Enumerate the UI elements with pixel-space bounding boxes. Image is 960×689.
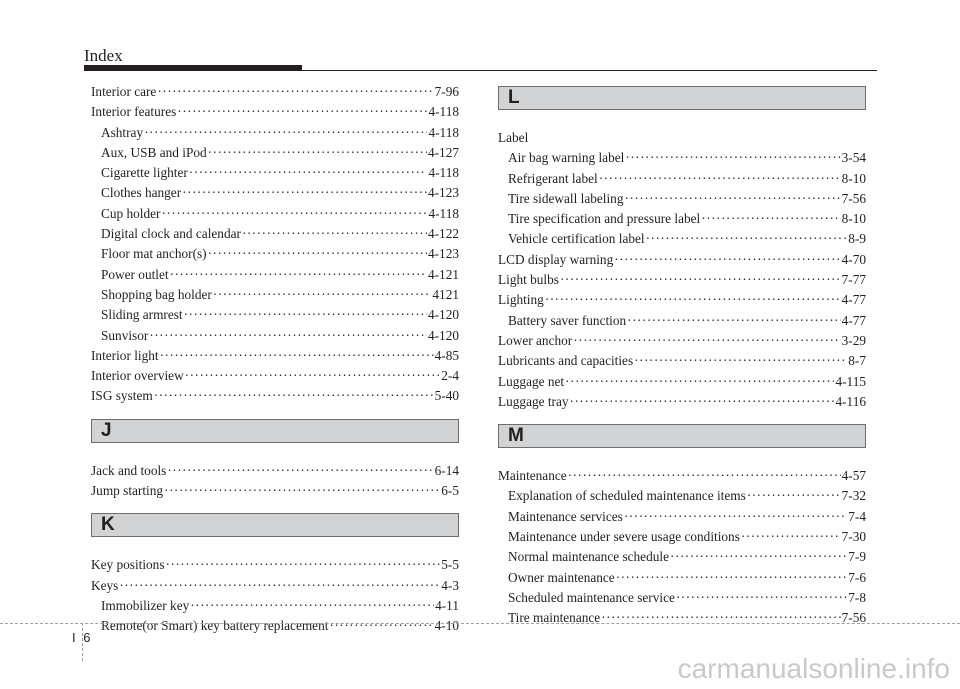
entry-page-ref: 4-77 (841, 312, 866, 328)
dot-leader (676, 590, 847, 606)
entry-page-ref: 8-7 (848, 353, 866, 369)
dot-leader (189, 165, 428, 181)
entry-page-ref: 8-9 (848, 231, 866, 247)
index-entry (91, 125, 459, 145)
index-entry (91, 483, 459, 503)
index-entry (498, 549, 866, 569)
footer-dashed-rule (0, 623, 960, 624)
index-entry (91, 267, 459, 287)
entry-page-ref: 4-10 (434, 618, 459, 634)
index-entry (498, 353, 866, 373)
section-letter-l: L (508, 87, 520, 108)
entry-page-ref: 3-54 (841, 150, 866, 166)
entry-page-ref: 7-9 (848, 549, 866, 565)
page-number: I 6 (72, 630, 93, 645)
section-header-j (91, 419, 459, 443)
index-entry (498, 333, 866, 353)
entry-page-ref: 4121 (432, 286, 459, 302)
dot-leader (208, 145, 427, 161)
entry-term: Air bag warning label (508, 150, 625, 166)
entry-term: Explanation of scheduled maintenance items (508, 488, 746, 504)
index-group-l (498, 130, 866, 414)
index-group-j (91, 463, 459, 504)
dot-leader (166, 557, 441, 573)
entry-page-ref: 6-14 (434, 462, 459, 478)
entry-term: Jack and tools (91, 462, 167, 478)
index-entry (91, 206, 459, 226)
dot-leader (570, 394, 835, 410)
index-entry (498, 468, 866, 488)
dot-leader (599, 171, 841, 187)
dot-leader (208, 246, 427, 262)
entry-term: Tire sidewall labeling (508, 190, 624, 206)
dot-leader (185, 368, 441, 384)
index-entry (91, 145, 459, 165)
entry-term: Maintenance (498, 468, 567, 484)
dot-leader (177, 104, 427, 120)
entry-term: Maintenance under severe usage conditions (508, 529, 740, 545)
entry-term: Shopping bag holder (101, 286, 212, 302)
dot-leader (634, 353, 847, 369)
entry-page-ref: 7-8 (848, 589, 866, 605)
dot-leader (149, 328, 427, 344)
entry-page-ref: 4-70 (841, 251, 866, 267)
index-entry (91, 618, 459, 638)
index-entry (498, 231, 866, 251)
dot-leader (144, 125, 427, 141)
dot-leader (213, 287, 432, 303)
dot-leader (560, 272, 841, 288)
watermark: carmanualsonline.info (677, 653, 950, 684)
index-entry (498, 191, 866, 211)
entry-page-ref: 8-10 (841, 211, 866, 227)
dot-leader (119, 578, 440, 594)
entry-term: Digital clock and calendar (101, 226, 241, 242)
index-entry (498, 171, 866, 191)
index-entry (91, 557, 459, 577)
index-entry (91, 328, 459, 348)
index-group-m (498, 468, 866, 630)
index-entry (498, 488, 866, 508)
dot-leader (624, 191, 840, 207)
header-rule (84, 70, 877, 71)
section-letter-m: M (508, 425, 524, 447)
dot-leader (167, 463, 433, 479)
entry-term: Vehicle certification label (508, 231, 645, 247)
dot-leader (624, 509, 847, 525)
entry-term: Lighting (498, 292, 544, 308)
entry-term: Clothes hanger (101, 185, 182, 201)
dot-leader (646, 231, 848, 247)
entry-term: ISG system (91, 388, 153, 404)
entry-term: Owner maintenance (508, 569, 615, 585)
dot-leader (614, 252, 840, 268)
entry-term: Power outlet (101, 266, 169, 282)
entry-page-ref: 4-85 (434, 347, 459, 363)
entry-page-ref: 7-96 (434, 84, 459, 99)
index-entry (498, 509, 866, 529)
entry-page-ref: 7-56 (841, 190, 866, 206)
index-entry (91, 598, 459, 618)
entry-page-ref: 4-116 (835, 393, 866, 409)
dot-leader (170, 267, 427, 283)
entry-term: Interior light (91, 347, 159, 363)
entry-page-ref: 8-10 (841, 170, 866, 186)
entry-term: Ashtray (101, 124, 144, 140)
entry-page-ref: 4-118 (428, 104, 459, 120)
entry-page-ref: 5-5 (441, 557, 459, 573)
entry-term: Immobilizer key (101, 597, 190, 613)
entry-page-ref: 5-40 (434, 388, 459, 404)
index-entry (498, 130, 866, 150)
entry-term: Interior features (91, 104, 177, 120)
dot-leader (573, 333, 840, 349)
index-entry (498, 610, 866, 630)
left-column (91, 84, 459, 639)
index-entry (91, 348, 459, 368)
section-header-k (91, 513, 459, 537)
dot-leader (190, 598, 434, 614)
dot-leader (568, 468, 841, 484)
entry-page-ref: 4-118 (428, 165, 459, 181)
entry-term: Refrigerant label (508, 170, 598, 186)
index-entry (91, 226, 459, 246)
entry-term: Luggage net (498, 373, 565, 389)
entry-page-ref: 7-77 (841, 272, 866, 288)
entry-term: Lubricants and capacities (498, 353, 634, 369)
index-entry (91, 368, 459, 388)
index-entry (91, 287, 459, 307)
section-header-l (498, 86, 866, 110)
entry-term: Aux, USB and iPod (101, 144, 207, 160)
index-entry (498, 590, 866, 610)
dot-leader (242, 226, 427, 242)
entry-page-ref: 4-122 (427, 226, 459, 242)
page-title: Index (84, 46, 123, 65)
entry-term: Tire specification and pressure label (508, 211, 701, 227)
index-entry (91, 388, 459, 408)
entry-page-ref: 4-57 (841, 468, 866, 484)
entry-page-ref: 7-56 (841, 610, 866, 626)
index-entry (498, 292, 866, 312)
index-entry (91, 578, 459, 598)
entry-term: Key positions (91, 557, 165, 573)
dot-leader (545, 292, 841, 308)
index-entry (498, 394, 866, 414)
entry-term: Interior overview (91, 368, 184, 384)
index-entry (91, 246, 459, 266)
dot-leader (329, 618, 433, 634)
entry-page-ref: 4-118 (428, 124, 459, 140)
index-entry (91, 84, 459, 104)
index-entry (498, 570, 866, 590)
entry-term: Scheduled maintenance service (508, 589, 675, 605)
entry-term: Sunvisor (101, 327, 149, 343)
entry-term: Jump starting (91, 483, 164, 499)
entry-term: LCD display warning (498, 251, 614, 267)
entry-page-ref: 4-123 (427, 246, 459, 262)
entry-page-ref: 4-123 (427, 185, 459, 201)
entry-page-ref: 4-120 (427, 327, 459, 343)
entry-term: Keys (91, 577, 119, 593)
entry-term: Label (498, 130, 529, 145)
dot-leader (616, 570, 848, 586)
entry-page-ref: 4-3 (441, 577, 459, 593)
entry-page-ref: 4-121 (427, 266, 459, 282)
section-header-m (498, 424, 866, 448)
entry-term: Sliding armrest (101, 307, 183, 323)
index-entry (91, 463, 459, 483)
entry-term: Light bulbs (498, 272, 559, 288)
entry-page-ref: 4-11 (435, 597, 459, 613)
section-letter-j: J (101, 419, 112, 441)
entry-page-ref: 7-32 (841, 488, 866, 504)
index-entry (91, 185, 459, 205)
entry-page-ref: 4-120 (427, 307, 459, 323)
entry-term: Normal maintenance schedule (508, 549, 669, 565)
dot-leader (701, 211, 840, 227)
index-entry (91, 165, 459, 185)
entry-page-ref: 4-118 (428, 205, 459, 221)
entry-page-ref: 7-6 (848, 569, 866, 585)
index-entry (498, 272, 866, 292)
right-column (498, 84, 866, 631)
dot-leader (157, 84, 433, 100)
dot-leader (670, 549, 847, 565)
entry-page-ref: 6-5 (441, 483, 459, 499)
entry-page-ref: 7-30 (841, 529, 866, 545)
index-entry (498, 529, 866, 549)
dot-leader (625, 150, 840, 166)
entry-term: Lower anchor (498, 332, 573, 348)
entry-page-ref: 3-29 (841, 332, 866, 348)
index-entry (91, 104, 459, 124)
entry-term: Cigarette lighter (101, 165, 188, 181)
dot-leader (154, 388, 434, 404)
index-entry (498, 313, 866, 333)
index-entry (498, 374, 866, 394)
section-letter-k: K (101, 514, 115, 536)
entry-page-ref: 7-4 (848, 508, 866, 524)
entry-term: Tire maintenance (508, 610, 601, 626)
entry-page-ref: 4-115 (835, 373, 866, 389)
dot-leader (184, 307, 427, 323)
dot-leader (164, 483, 440, 499)
dot-leader (161, 206, 427, 222)
index-entry (498, 252, 866, 272)
index-entry (91, 307, 459, 327)
entry-term: Interior care (91, 84, 157, 99)
index-entry (498, 150, 866, 170)
index-entry (498, 211, 866, 231)
index-group-i (91, 84, 459, 409)
entry-term: Maintenance services (508, 508, 623, 524)
entry-term: Battery saver function (508, 312, 627, 328)
entry-page-ref: 4-127 (427, 144, 459, 160)
dot-leader (160, 348, 434, 364)
dot-leader (182, 185, 427, 201)
index-group-k (91, 557, 459, 638)
entry-term: Cup holder (101, 205, 161, 221)
dot-leader (627, 313, 840, 329)
entry-page-ref: 2-4 (441, 368, 459, 384)
dot-leader (565, 374, 834, 390)
dot-leader (747, 488, 841, 504)
entry-page-ref: 4-77 (841, 292, 866, 308)
entry-term: Floor mat anchor(s) (101, 246, 207, 262)
entry-term: Remote(or Smart) key battery replacement (101, 618, 329, 634)
entry-term: Luggage tray (498, 393, 569, 409)
dot-leader (741, 529, 841, 545)
